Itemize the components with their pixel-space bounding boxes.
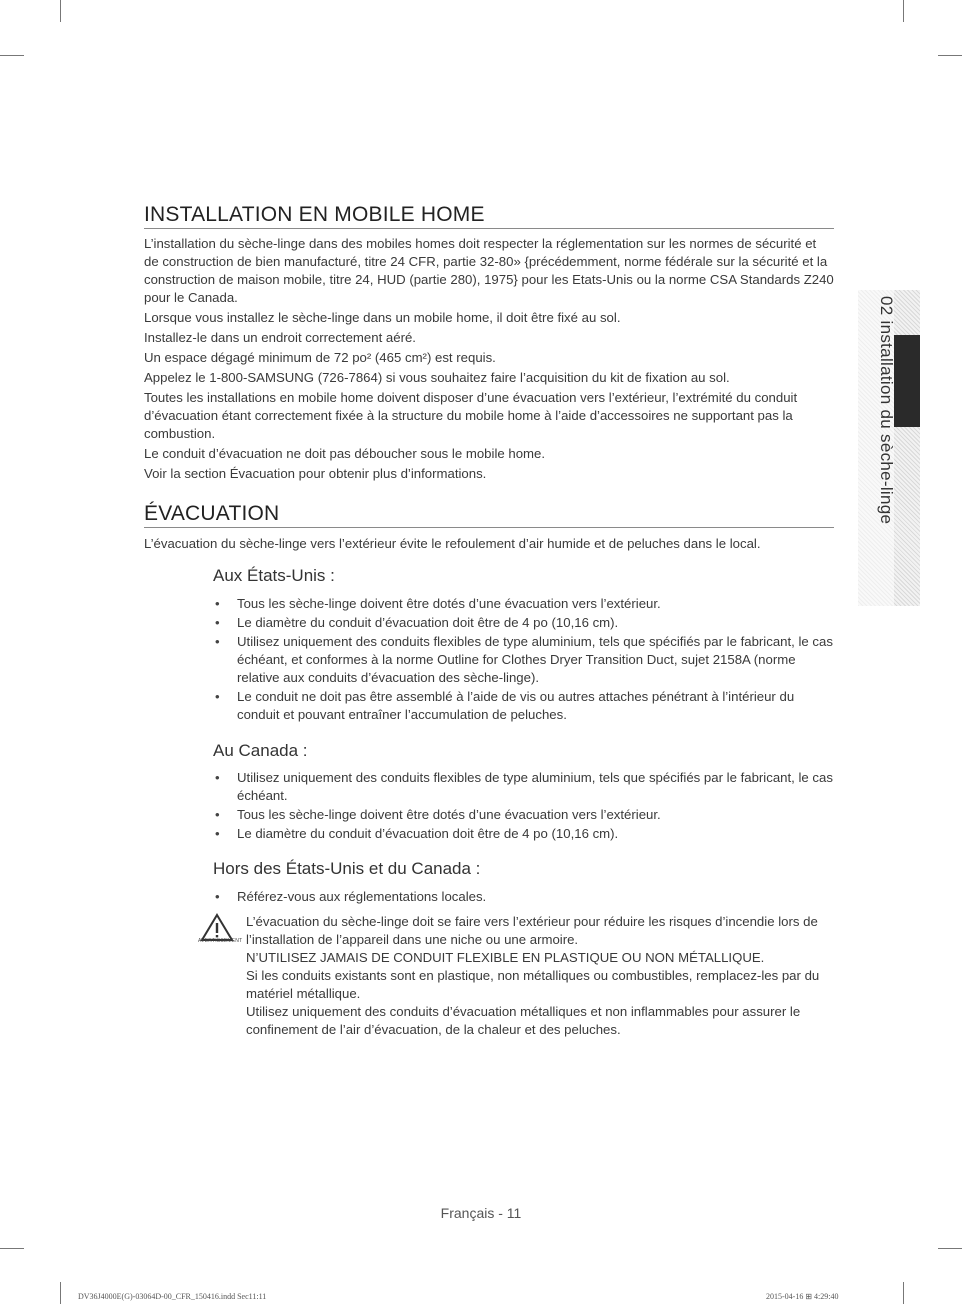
list-item: • Tous les sèche-linge doivent être dotés d’une évacuation vers l’extérieur. bbox=[213, 806, 833, 824]
print-slug-left: DV36J4000E(G)-03064D-00_CFR_150416.indd Sec11:11 bbox=[78, 1292, 267, 1301]
subheading-other: Hors des États-Unis et du Canada : bbox=[213, 859, 481, 878]
crop-mark bbox=[60, 0, 61, 22]
crop-mark bbox=[60, 1282, 61, 1304]
list-item: • Utilisez uniquement des conduits flexibles de type aluminium, tels que spécifiés par le fabricant, le cas échéant. bbox=[213, 769, 833, 805]
warning-line: N’UTILISEZ JAMAIS DE CONDUIT FLEXIBLE EN PLASTIQUE OU NON MÉTALLIQUE. bbox=[246, 950, 765, 965]
print-slug-right: 2015-04-16 ⊞ 4:29:40 bbox=[766, 1292, 839, 1301]
crop-mark bbox=[938, 1248, 962, 1249]
list-item: • Le diamètre du conduit d’évacuation doit être de 4 po (10,16 cm). bbox=[213, 614, 833, 632]
subheading-canada: Au Canada : bbox=[213, 741, 308, 760]
warning-label: AVERTISSEMENT bbox=[198, 938, 243, 944]
paragraph: Lorsque vous installez le sèche-linge dans un mobile home, il doit être fixé au sol. bbox=[144, 310, 621, 325]
paragraph: Toutes les installations en mobile home doivent disposer d’une évacuation vers l’extérieur, l’extrémité du conduit d’évacuation étant correctement fixée à la structure du mobile home à l’aide d’accessoires ne supportant pas la combustion. bbox=[144, 390, 798, 441]
warning-line: Si les conduits existants sont en plastique, non métalliques ou combustibles, remplacez-les par du matériel métallique. bbox=[246, 968, 820, 1001]
crop-mark bbox=[0, 1248, 24, 1249]
page-footer: Français - 11 bbox=[440, 1205, 522, 1221]
warning-text bbox=[246, 913, 846, 1039]
side-tab-label: 02 installation du sèche-linge bbox=[877, 296, 896, 525]
list-item: • Tous les sèche-linge doivent être dotés d’une évacuation vers l’extérieur. bbox=[213, 595, 833, 613]
section-title-evacuation: ÉVACUATION bbox=[144, 502, 834, 528]
paragraph: Voir la section Évacuation pour obtenir plus d’informations. bbox=[144, 466, 487, 481]
other-bullet-list bbox=[213, 888, 833, 907]
evacuation-intro bbox=[144, 535, 834, 555]
list-item: • Référez-vous aux réglementations locales. bbox=[213, 888, 833, 906]
section-title-mobile-home: INSTALLATION EN MOBILE HOME bbox=[144, 203, 834, 229]
list-item: • Utilisez uniquement des conduits flexibles de type aluminium, tels que spécifiés par le fabricant, le cas échéant, et conformes à la norme Outline for Clothes Dryer Transition Duct, sujet 2158A (norme relative aux conduits d’évacuation des sèche-linge). bbox=[213, 633, 833, 687]
paragraph: L’installation du sèche-linge dans des mobiles homes doit respecter la réglementation sur les normes de sécurité et de construction de bien manufacturé, titre 24 CFR, partie 32-80» {précédemment, norme fédérale sur la sécurité et la construction de maison mobile, titre 24, HUD (partie 280), 1975} pour les Etats-Unis ou la norme CSA Standards Z240 pour le Canada. bbox=[144, 236, 834, 305]
chapter-side-tab bbox=[858, 290, 920, 606]
paragraph: Installez-le dans un endroit correctement aéré. bbox=[144, 330, 416, 345]
canada-bullet-list bbox=[213, 769, 833, 844]
crop-mark bbox=[0, 55, 24, 56]
warning-line: Utilisez uniquement des conduits d’évacuation métalliques et non inflammables pour assurer le confinement de l’air d’évacuation, de la chaleur et des peluches. bbox=[246, 1004, 801, 1037]
paragraph: Le conduit d’évacuation ne doit pas déboucher sous le mobile home. bbox=[144, 446, 546, 461]
crop-mark bbox=[938, 55, 962, 56]
us-bullet-list bbox=[213, 595, 833, 725]
side-tab-marker bbox=[894, 335, 920, 427]
paragraph: Un espace dégagé minimum de 72 po² (465 cm²) est requis. bbox=[144, 350, 496, 365]
warning-line: L’évacuation du sèche-linge doit se faire vers l’extérieur pour réduire les risques d’incendie lors de l’installation de l’appareil dans une niche ou une armoire. bbox=[246, 914, 818, 947]
crop-mark bbox=[903, 0, 904, 22]
list-item: • Le diamètre du conduit d’évacuation doit être de 4 po (10,16 cm). bbox=[213, 825, 833, 843]
list-item: • Le conduit ne doit pas être assemblé à l’aide de vis ou autres attaches pénétrant à l’intérieur du conduit et pouvant entraîner l’accumulation de peluches. bbox=[213, 688, 833, 724]
paragraph: Appelez le 1-800-SAMSUNG (726-7864) si vous souhaitez faire l’acquisition du kit de fixation au sol. bbox=[144, 370, 730, 385]
subheading-us: Aux États-Unis : bbox=[213, 566, 335, 585]
crop-mark bbox=[903, 1282, 904, 1304]
mobile-home-paragraphs bbox=[144, 235, 834, 485]
paragraph: L’évacuation du sèche-linge vers l’extérieur évite le refoulement d’air humide et de peluches dans le local. bbox=[144, 536, 761, 551]
